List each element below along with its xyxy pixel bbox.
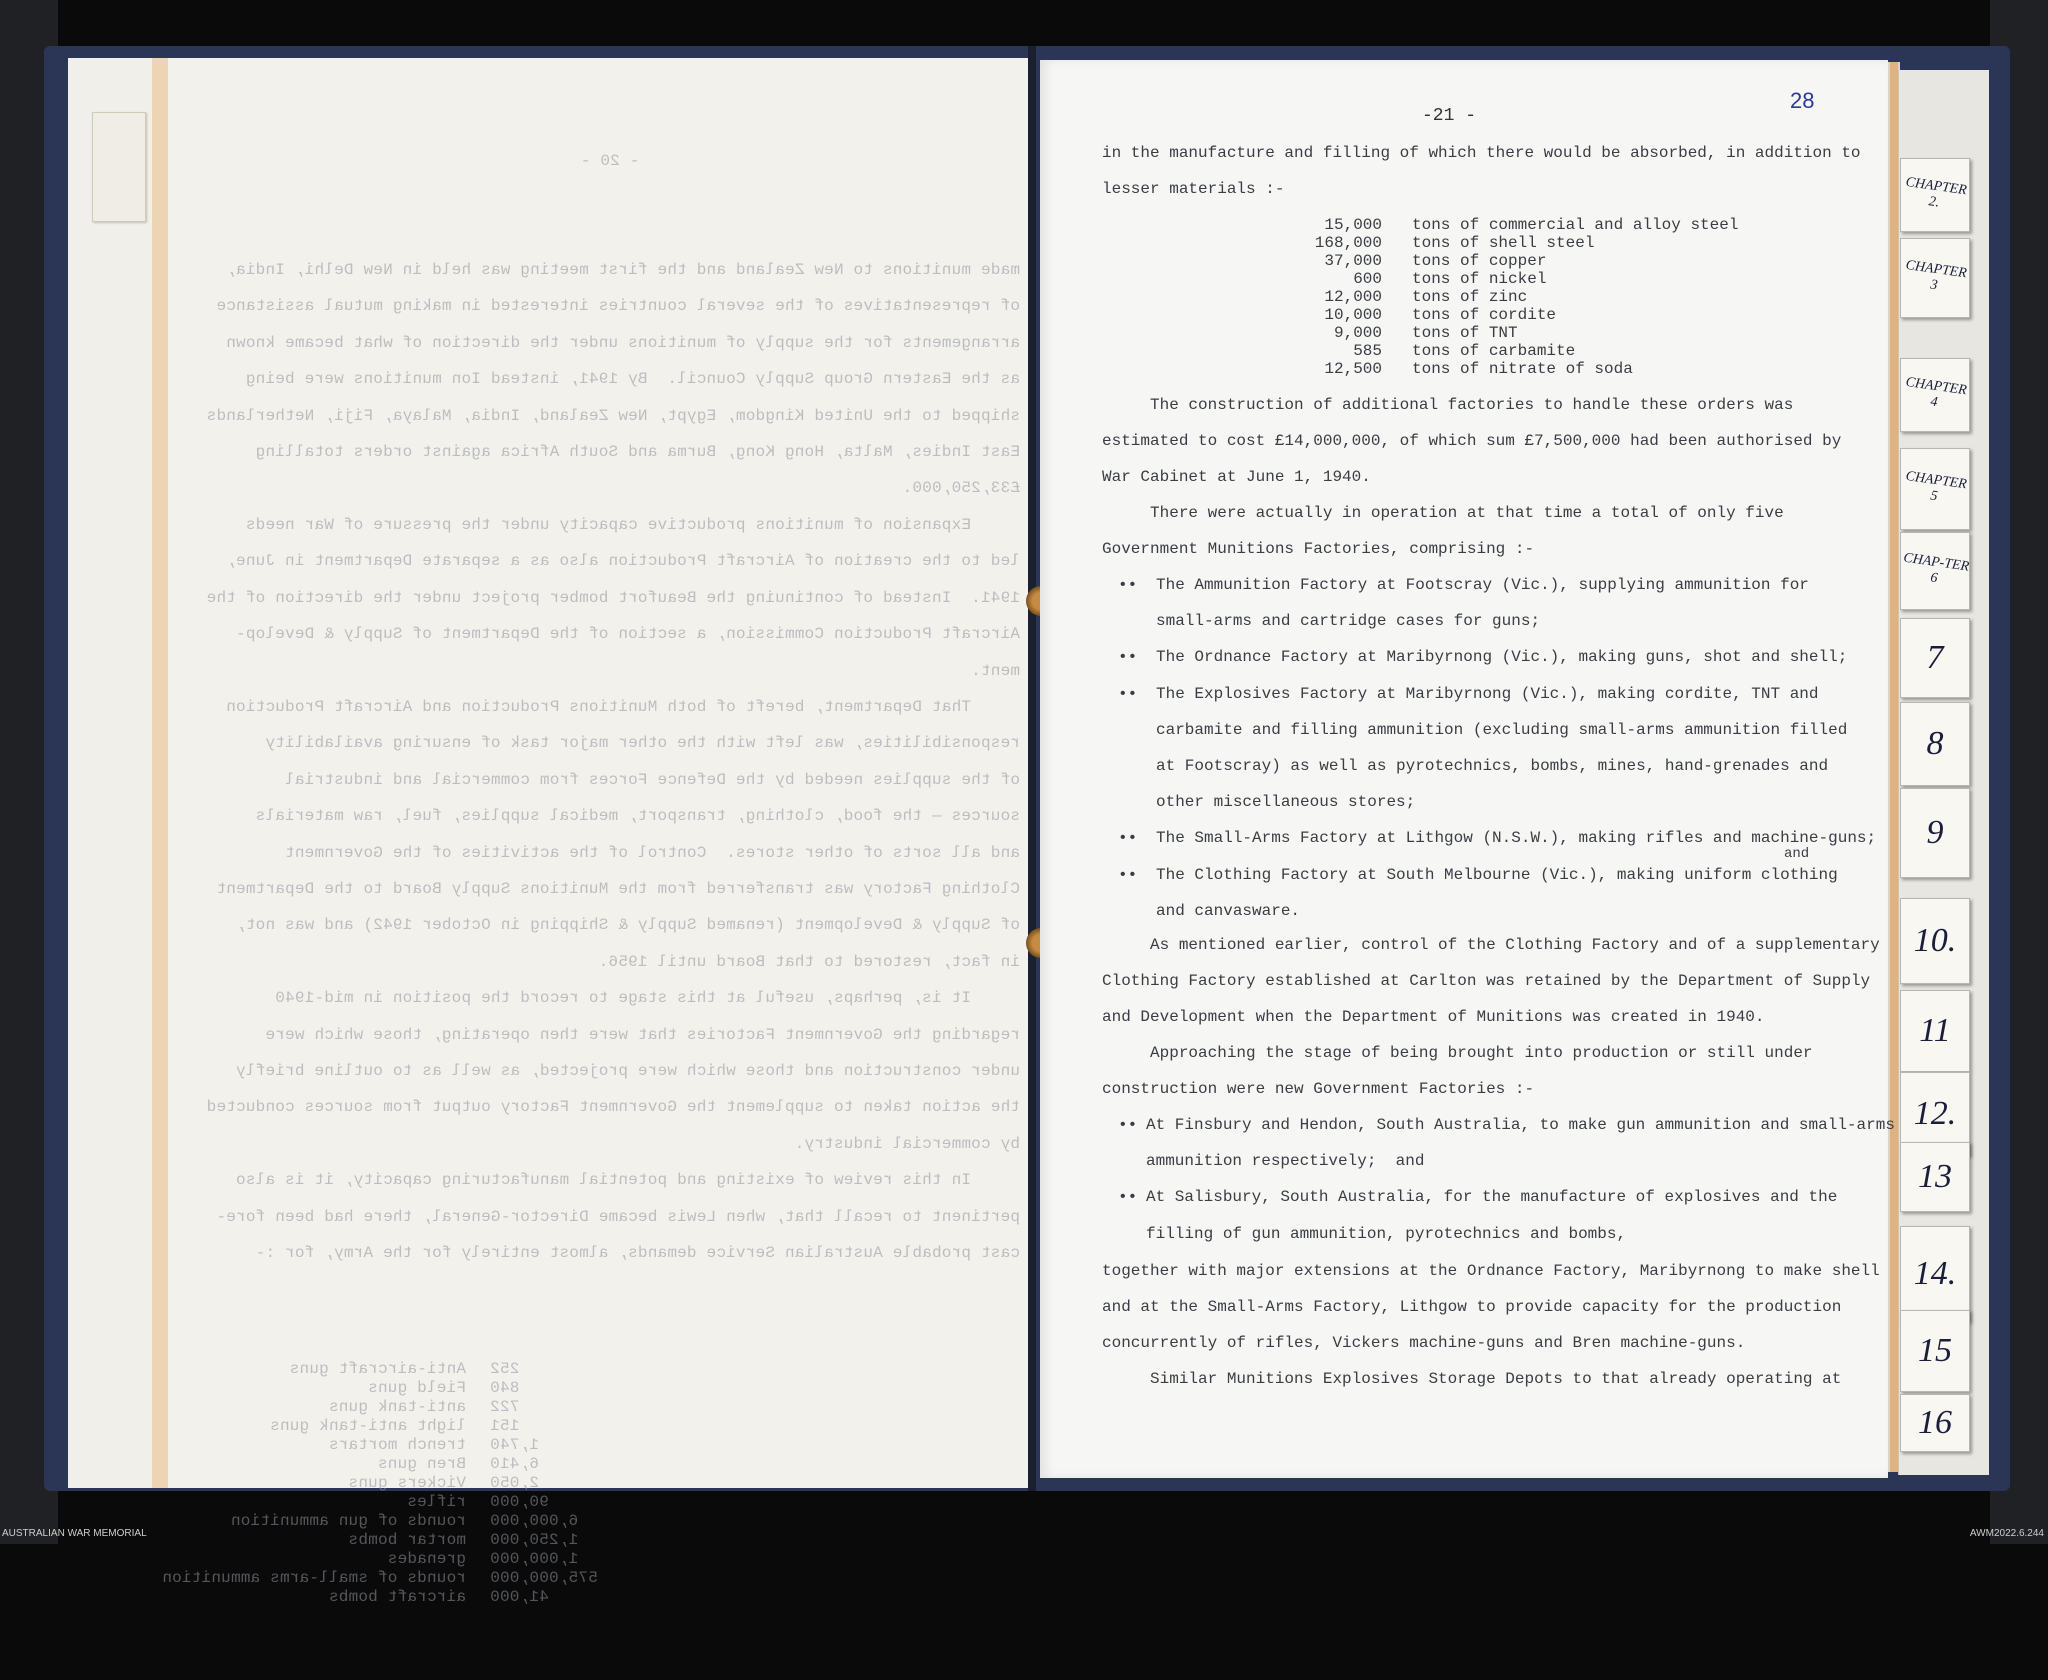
text-line: construction were new Government Factories :- [1102,1080,1535,1099]
text-line: lesser materials :- [1102,180,1285,198]
chapter-tab-label: 15 [1918,1332,1952,1369]
list-bullet: •• [1118,684,1138,703]
chapter-tab-label: CHAP-TER 6 [1902,550,1970,587]
bleed-table-row [200,1531,600,1550]
bleed-table-qty: 1,740 [490,1436,540,1455]
bleed-table-row [200,1588,600,1607]
right-page-edge-tint [1890,62,1898,1472]
bleed-line: the action taken to supplement the Government Factory output from sources conducted [206,1098,1020,1117]
bleed-line: under construction and those which were projected, as well as to outline briefly [235,1061,1020,1080]
chapter-tab[interactable] [1900,898,1970,984]
bleed-line: as the Eastern Group Supply Council. By 1941, instead Ion munitions were being [245,370,1020,389]
bleed-table-row [200,1379,600,1398]
chapter-tab[interactable] [1900,788,1970,878]
chapter-tab[interactable] [1900,448,1970,530]
bleed-table-row [200,1550,600,1569]
bleed-line: arrangements for the supply of munitions under the direction of what became known [226,333,1020,352]
bleed-line: pertinent to recall that, when Lewis became Director-General, there had been fore- [216,1207,1020,1226]
materials-row [1300,360,1738,378]
materials-qty: 10,000 [1324,306,1382,324]
bleed-line: That Department, bereft of both Munitions Production and Aircraft Production [226,697,1020,716]
bleed-table-desc: rifles [407,1493,466,1512]
materials-qty: 600 [1353,270,1382,288]
bleed-line: regarding the Government Factories that were then operating, those which were [265,1025,1020,1044]
bleed-table-qty: 252 [490,1360,520,1379]
list-bullet: •• [1118,576,1138,594]
bleed-table-row [162,1569,600,1588]
text-line: War Cabinet at June 1, 1940. [1102,468,1371,487]
new-factory-line: At Salisbury, South Australia, for the manufacture of explosives and the [1146,1188,1838,1207]
materials-desc: tons of shell steel [1412,234,1595,252]
text-line: concurrently of rifles, Vickers machine-guns and Bren machine-guns. [1102,1334,1746,1353]
bleed-line: It is, perhaps, useful at this stage to record the position in mid-1940 [275,989,1020,1008]
chapter-tab-label: 7 [1926,639,1944,676]
bleed-table-desc: Anti-aircraft guns [289,1360,466,1379]
bleed-table-qty: 1,000,000 [490,1550,579,1569]
chapter-tab-label: 12. [1913,1095,1957,1132]
materials-row [1300,342,1738,360]
materials-desc: tons of nickel [1412,270,1547,288]
bleed-table-qty: 151 [490,1417,520,1436]
chapter-tab[interactable] [1900,1310,1970,1392]
new-factory-line: At Finsbury and Hendon, South Australia, to make gun ammunition and small-arms [1146,1116,1895,1134]
bleed-table-qty: 1,250,000 [490,1531,579,1550]
bleed-table-desc: rounds of small-arms ammunition [162,1569,466,1588]
bleed-line: East Indies, Malta, Hong Kong, Burma and South Africa against orders totalling [255,443,1020,462]
bleed-table-row [200,1455,600,1474]
bleed-table-row [200,1360,600,1379]
list-bullet: •• [1118,648,1138,667]
bleed-table-row [200,1512,600,1531]
materials-qty: 12,000 [1324,288,1382,306]
bleed-line: made munitions to New Zealand and the first meeting was held in New Delhi, India, [226,261,1020,280]
materials-qty: 9,000 [1333,324,1382,342]
text-line: and at the Small-Arms Factory, Lithgow to provide capacity for the production [1102,1298,1842,1317]
chapter-tab[interactable] [1900,238,1970,318]
bleed-table-desc: aircraft bombs [328,1588,466,1607]
text-line: Approaching the stage of being brought into production or still under [1102,1044,1813,1062]
materials-qty: 585 [1353,342,1382,360]
left-page-edge-tint [152,58,168,1488]
bleed-table-qty: 6,410 [490,1455,540,1474]
chapter-tab-label: CHAPTER 2. [1904,174,1968,211]
list-bullet: •• [1118,865,1138,884]
bleed-line: and all sorts of other stores. Control of the activities of the Government [284,843,1020,862]
chapter-tab-label: CHAPTER 3 [1904,257,1968,294]
materials-qty: 12,500 [1324,360,1382,378]
chapter-tab[interactable] [1900,158,1970,232]
bleed-table-row [200,1436,600,1455]
bleed-table-qty: 90,000 [490,1493,549,1512]
bleed-line: sources — the food, clothing, transport, medical supplies, fuel, raw materials [255,807,1020,826]
new-factory-line: filling of gun ammunition, pyrotechnics and bombs, [1146,1224,1627,1243]
bleed-line: responsibilities, was left with the other major task of ensuring availability [265,734,1020,753]
chapter-tab[interactable] [1900,1226,1970,1322]
bleed-table-qty: 41,000 [490,1588,549,1607]
bleed-table-desc: trench mortars [328,1436,466,1455]
chapter-tab-label: CHAPTER 5 [1904,468,1968,505]
chapter-tab-label: 16 [1918,1404,1952,1441]
materials-desc: tons of copper [1412,252,1547,270]
bleed-line: Clothing Factory was transferred from the Munitions Supply Board to the Department [216,879,1020,898]
chapter-tab-label: 11 [1919,1012,1951,1049]
chapter-tab[interactable] [1900,1394,1970,1452]
text-line: in the manufacture and filling of which there would be absorbed, in addition to [1102,144,1861,162]
materials-desc: tons of nitrate of soda [1412,360,1633,378]
text-line: Government Munitions Factories, comprising :- [1102,540,1535,559]
bleed-line: by commercial industry. [794,1134,1020,1153]
bleed-table-desc: light anti-tank guns [269,1417,466,1436]
factory-list-line: small-arms and cartridge cases for guns; [1156,612,1541,631]
bleed-line: Aircraft Production Commission, a section of the Department of Supply & Develop- [235,625,1020,644]
bleed-table-desc: anti-tank guns [328,1398,466,1417]
book-gutter [1028,46,1036,1491]
chapter-tab[interactable] [1900,1142,1970,1212]
bleed-line: of the supplies needed by the Defence Forces from commercial and industrial [284,770,1020,789]
factory-list-line: The Small-Arms Factory at Lithgow (N.S.W.), making rifles and machine-guns; [1156,829,1877,848]
bleed-table-qty: 722 [490,1398,520,1417]
bleed-table-row [200,1398,600,1417]
chapter-tab-label: 9 [1926,814,1944,851]
materials-row [1300,216,1738,234]
factory-list-line: and canvasware. [1156,901,1301,920]
materials-row [1300,306,1738,324]
bleed-table-row [200,1417,600,1436]
materials-desc: tons of cordite [1412,306,1557,324]
bleed-line: led to the creation of Aircraft Production also as a separate Department in June, [226,552,1020,571]
chapter-tab-label: 10. [1913,922,1957,959]
text-line: The construction of additional factories to handle these orders was [1102,396,1794,414]
bleed-line: 1941. Instead of continuing the Beaufort bomber project under the direction of the [206,588,1020,607]
text-line: Clothing Factory established at Carlton was retained by the Department of Supply [1102,972,1871,991]
bleed-line: cast probable Australian Service demands, almost entirely for the Army, for :- [255,1244,1020,1262]
left-page-tab [92,112,146,222]
bleed-table-desc: Field guns [367,1379,466,1398]
left-page-bleedthrough-text [162,70,1020,1680]
right-page-number: -21 - [1422,106,1477,126]
footer-institution: AUSTRALIAN WAR MEMORIAL [2,1528,147,1539]
factory-list-line: The Clothing Factory at South Melbourne (Vic.), making uniform clothing [1156,865,1838,884]
bleed-line: of representatives of the several countries interested in making mutual assistance [216,297,1020,316]
text-line: Similar Munitions Explosives Storage Depots to that already operating at [1102,1370,1842,1388]
materials-qty: 37,000 [1324,252,1382,270]
handwritten-folio-number: 28 [1790,88,1815,113]
text-line: estimated to cost £14,000,000, of which sum £7,500,000 had been authorised by [1102,432,1842,451]
chapter-tab[interactable] [1900,990,1970,1072]
list-bullet: •• [1118,1188,1138,1207]
bleed-line: ment. [970,661,1020,680]
list-bullet: •• [1118,1116,1138,1134]
bleed-table-desc: rounds of gun ammunition [230,1512,466,1531]
materials-qty: 168,000 [1314,234,1382,252]
bleed-line: in fact, restored to that Board until 1956. [598,952,1020,971]
list-bullet: •• [1118,829,1138,848]
chapter-tab[interactable] [1900,532,1970,610]
factory-list-line: The Ordnance Factory at Maribyrnong (Vic.), making guns, shot and shell; [1156,648,1848,667]
left-page [152,58,1030,1607]
factory-list-line: carbamite and filling ammunition (excluding small-arms ammunition filled [1156,720,1848,739]
factory-list-line: The Explosives Factory at Maribyrnong (Vic.), making cordite, TNT and [1156,684,1819,703]
materials-desc: tons of commercial and alloy steel [1412,216,1739,234]
bleed-table-desc: Bren guns [377,1455,466,1474]
materials-desc: tons of carbamite [1412,342,1576,360]
text-line: As mentioned earlier, control of the Clothing Factory and of a supplementary [1102,936,1880,954]
bleed-table-desc: grenades [387,1550,466,1569]
bleed-line: In this review of existing and potential manufacturing capacity, it is also [235,1171,1020,1190]
new-factory-line: ammunition respectively; and [1146,1152,1425,1171]
bleed-table-qty: 575,000,000 [490,1569,598,1588]
text-line: There were actually in operation at that time a total of only five [1102,504,1784,522]
materials-row [1300,324,1738,342]
inserted-word: and [1784,846,1810,862]
factory-list-line: other miscellaneous stores; [1156,793,1416,812]
materials-row [1300,252,1738,270]
bleed-table-desc: mortar bombs [348,1531,466,1550]
text-line: and Development when the Department of Munitions was created in 1940. [1102,1008,1765,1027]
materials-desc: tons of TNT [1412,324,1518,342]
bleed-line: £33,250,000. [902,479,1020,498]
bleed-table-row [200,1474,600,1493]
materials-table [1300,216,1738,378]
factory-list-line: at Footscray) as well as pyrotechnics, bombs, mines, hand-grenades and [1156,757,1829,775]
materials-row [1300,234,1738,252]
chapter-tab[interactable] [1900,358,1970,432]
bleed-table-qty: 6,000,000 [490,1512,579,1531]
chapter-tab[interactable] [1900,618,1970,698]
factory-list-line: The Ammunition Factory at Footscray (Vic.), supplying ammunition for [1156,576,1809,594]
left-page-number: - 20 - [580,151,640,170]
bleed-line: of Supply & Development (renamed Supply & Shipping in October 1942) and was not, [235,916,1020,935]
materials-desc: tons of zinc [1412,288,1528,306]
chapter-tab[interactable] [1900,702,1970,786]
bleed-table-desc: Vickers guns [348,1474,466,1493]
chapter-tab-label: 14. [1913,1255,1957,1292]
footer-accession-number: AWM2022.6.244 [1969,1528,2044,1539]
materials-row [1300,288,1738,306]
bleed-table-qty: 2,050 [490,1474,540,1493]
text-line: together with major extensions at the Ordnance Factory, Maribyrnong to make shell [1102,1262,1880,1280]
materials-row [1300,270,1738,288]
bleed-table-qty: 840 [490,1379,520,1398]
bleed-line: shipped to the United Kingdom, Egypt, New Zealand, India, Malaya, Fiji, Netherlands [206,406,1020,425]
chapter-tab-label: 13 [1918,1158,1952,1195]
materials-qty: 15,000 [1324,216,1382,234]
chapter-tab-label: 8 [1926,725,1944,762]
bleed-line: Expansion of munitions productive capacity under the pressure of War needs [245,515,1020,534]
left-endpaper [68,58,154,1488]
bleed-table-row [200,1493,600,1512]
chapter-tab-label: CHAPTER 4 [1904,374,1968,411]
